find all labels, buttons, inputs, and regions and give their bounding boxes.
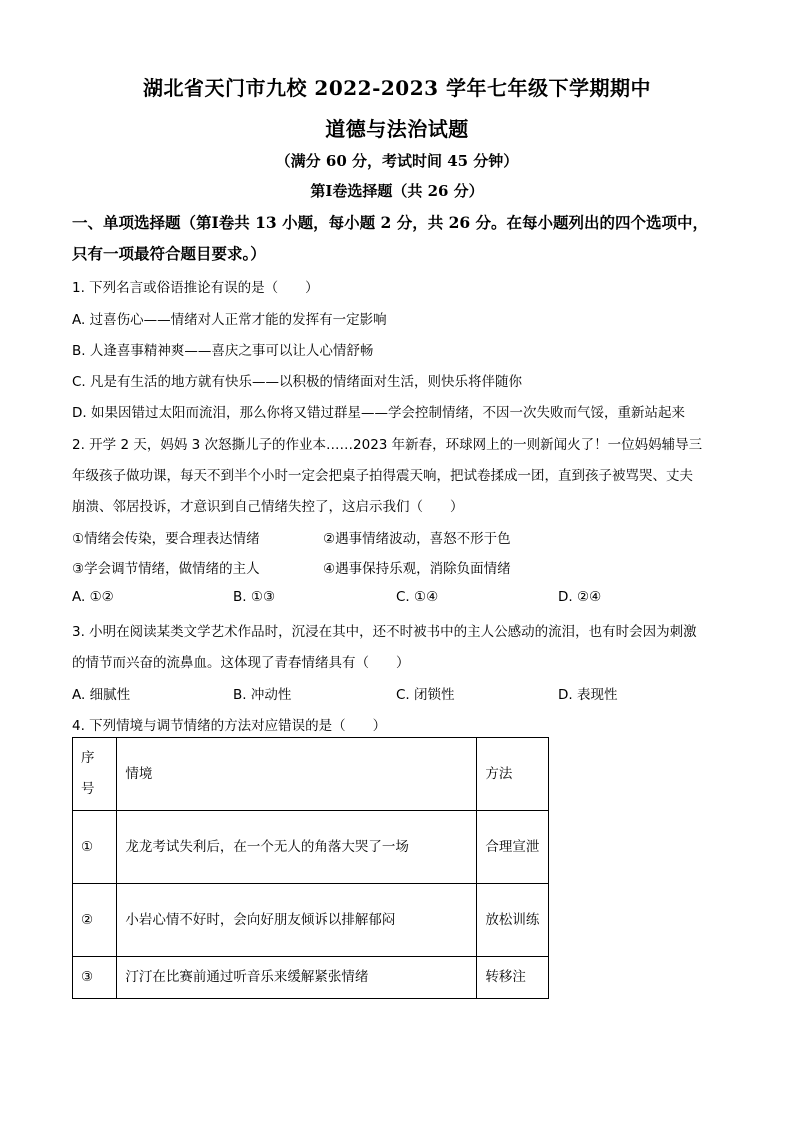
- q1-option-c: C. 凡是有生活的地方就有快乐——以积极的情绪面对生活，则快乐将伴随你: [72, 374, 523, 390]
- section-heading-line2: 只有一项最符合题目要求。）: [72, 244, 266, 263]
- q1-option-a: A. 过喜伤心——情绪对人正常才能的发挥有一定影响: [72, 312, 387, 328]
- q3-option-d: D. 表现性: [558, 687, 618, 703]
- section-heading-line1: 一、单项选择题（第Ⅰ卷共 13 小题，每小题 2 分，共 26 分。在每小题列出的四个选项中，: [72, 213, 709, 232]
- table-cell-situation: 龙龙考试失利后，在一个无人的角落大哭了一场: [117, 811, 477, 884]
- q2-option-a: A. ①②: [72, 589, 114, 605]
- q3-option-b: B. 冲动性: [233, 687, 292, 703]
- table-header-row: [73, 738, 549, 811]
- q2-item-1: ①情绪会传染，要合理表达情绪: [72, 531, 260, 547]
- table-cell-seq: ①: [73, 811, 117, 884]
- q2-item-3: ③学会调节情绪，做情绪的主人: [72, 561, 260, 577]
- header-seq: 序号: [81, 750, 95, 797]
- exam-title-line1: 湖北省天门市九校 2022-2023 学年七年级下学期期中: [142, 76, 652, 100]
- method-text: 合理宣泄: [485, 838, 540, 855]
- q2-stem-line1: 2. 开学 2 天，妈妈 3 次怒撕儿子的作业本……2023 年新春，环球网上的一则新闻火了！一位妈妈辅导三: [72, 437, 703, 453]
- q1-option-d: D. 如果因错过太阳而流泪，那么你将又错过群星——学会控制情绪，不因一次失败而气馁，重新站起来: [72, 405, 685, 421]
- q2-option-d: D. ②④: [558, 589, 602, 605]
- table-cell-method: [477, 811, 549, 884]
- table-cell-situation: 小岩心情不好时，会向好朋友倾诉以排解郁闷: [117, 884, 477, 957]
- q2-item-2: ②遇事情绪波动，喜怒不形于色: [323, 531, 511, 547]
- q2-stem-line2: 年级孩子做功课，每天不到半个小时一定会把桌子拍得震天响，把试卷揉成一团，直到孩子被骂哭、丈夫: [72, 468, 693, 484]
- method-text: 放松训练: [485, 911, 540, 928]
- q3-option-a: A. 细腻性: [72, 687, 131, 703]
- q1-stem: 1. 下列名言或俗语推论有误的是（ ）: [72, 280, 319, 296]
- q2-option-b: B. ①③: [233, 589, 276, 605]
- volume-title: 第Ⅰ卷选择题（共 26 分）: [310, 182, 484, 200]
- exam-info: （满分 60 分，考试时间 45 分钟）: [275, 152, 519, 170]
- q2-stem-line3: 崩溃、邻居投诉，才意识到自己情绪失控了，这启示我们（ ）: [72, 499, 464, 515]
- q4-stem: 4. 下列情境与调节情绪的方法对应错误的是（ ）: [72, 718, 387, 734]
- q3-option-c: C. 闭锁性: [396, 687, 455, 703]
- q2-option-c: C. ①④: [396, 589, 439, 605]
- table-row: [73, 884, 549, 957]
- table-cell-seq: ②: [73, 884, 117, 957]
- q3-stem-line2: 的情节而兴奋的流鼻血。这体现了青春情绪具有（ ）: [72, 655, 410, 671]
- table-cell-method: 转移注: [477, 957, 549, 999]
- section-heading: [72, 207, 722, 269]
- q1-option-b: B. 人逢喜事精神爽——喜庆之事可以让人心情舒畅: [72, 343, 374, 359]
- q4-table: [72, 737, 549, 999]
- table-row: [73, 957, 549, 999]
- q3-stem-line1: 3. 小明在阅读某类文学艺术作品时，沉浸在其中，还不时被书中的主人公感动的流泪，也有时会因为刺激: [72, 624, 697, 640]
- table-header-cell: 情境: [117, 738, 477, 811]
- table-cell-seq: ③: [73, 957, 117, 999]
- table-row: [73, 811, 549, 884]
- table-cell-method: [477, 884, 549, 957]
- q2-item-4: ④遇事保持乐观，消除负面情绪: [323, 561, 511, 577]
- table-header-cell: [73, 738, 117, 811]
- table-header-cell: 方法: [477, 738, 549, 811]
- exam-title-line2: 道德与法治试题: [325, 117, 469, 141]
- table-cell-situation: 汀汀在比赛前通过听音乐来缓解紧张情绪: [117, 957, 477, 999]
